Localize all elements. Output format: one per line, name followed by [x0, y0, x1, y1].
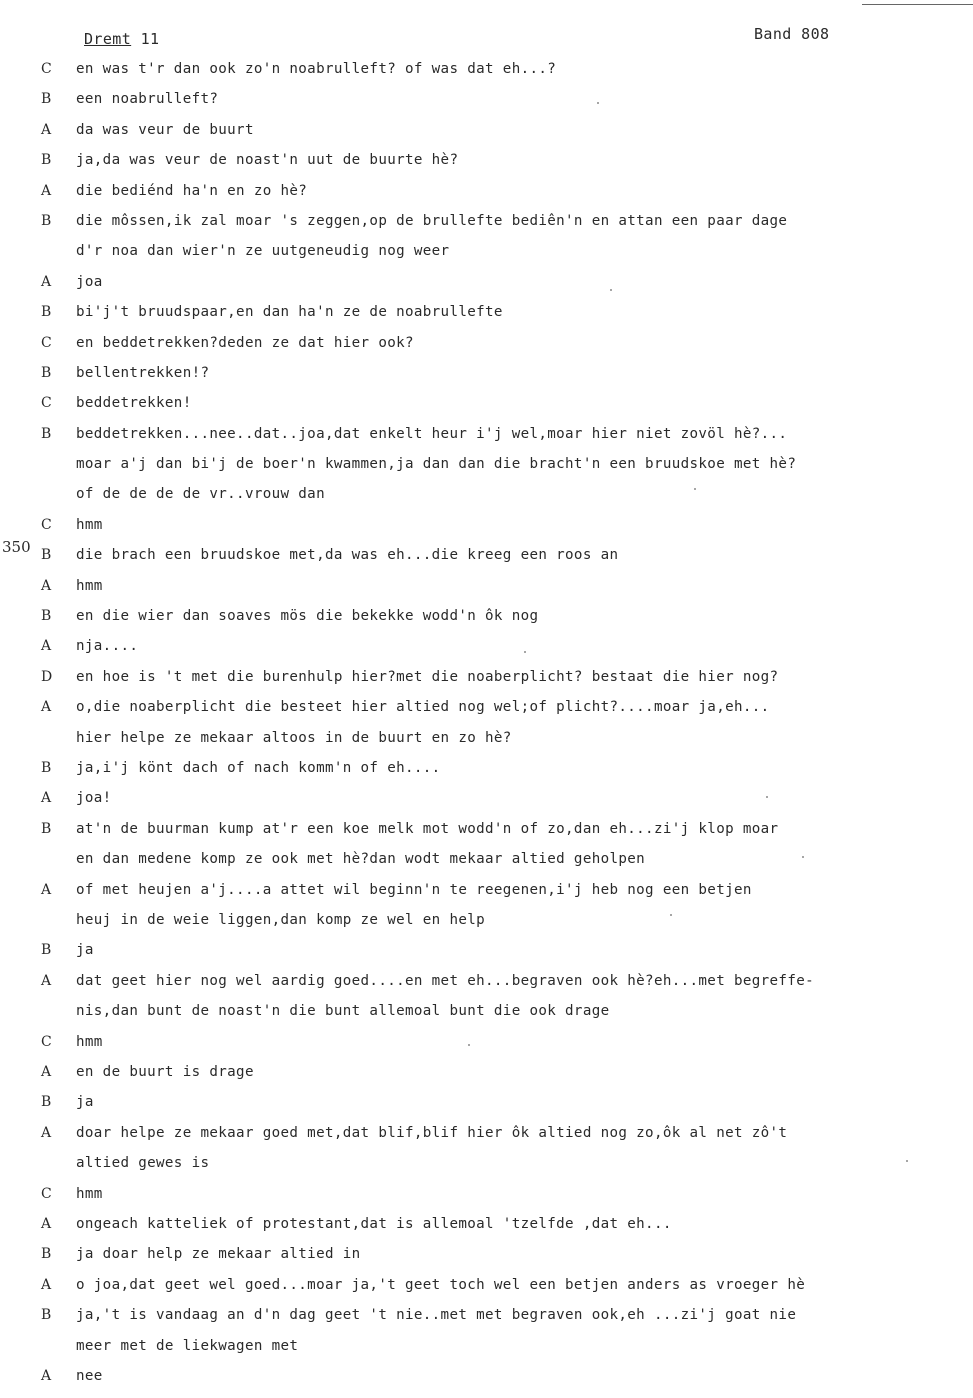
speaker-label: D [41, 668, 53, 685]
utterance-line: ja doar help ze mekaar altied in [76, 1246, 361, 1263]
speaker-label: B [41, 760, 52, 777]
utterance [76, 1064, 254, 1094]
utterance [76, 152, 458, 182]
transcript-turn [0, 879, 973, 940]
utterance [76, 699, 770, 760]
transcript-turn [0, 1031, 973, 1061]
speaker-label: B [41, 304, 52, 321]
speaker-label: A [41, 699, 52, 716]
utterance-line: hmm [76, 1185, 103, 1202]
utterance [76, 608, 538, 638]
transcript-turn [0, 362, 973, 392]
transcript-turn [0, 301, 973, 331]
transcript-turn [0, 514, 973, 544]
speaker-label: A [41, 121, 52, 138]
scan-speck [802, 856, 804, 858]
utterance-line: beddetrekken! [76, 395, 192, 412]
utterance-line: of de de de de vr..vrouw dan [76, 486, 325, 503]
utterance-line: en die wier dan soaves mös die bekekke wodd'n ôk nog [76, 608, 539, 625]
utterance-line: ja,i'j könt dach of nach komm'n of eh.... [76, 760, 441, 777]
speaker-label: A [41, 881, 52, 898]
transcript-turn [0, 1213, 973, 1243]
utterance-line: en was t'r dan ook zo'n noabrulleft? of was dat eh...? [76, 61, 557, 77]
utterance [76, 1094, 94, 1124]
transcript-turn [0, 119, 973, 149]
utterance-line: een noabrulleft? [76, 91, 219, 108]
speaker-label: A [41, 1215, 52, 1232]
utterance-line: nee [76, 1367, 103, 1384]
page-header-left [84, 30, 159, 48]
speaker-label: B [41, 425, 52, 442]
utterance-line: hier helpe ze mekaar altoos in de buurt en zo hè? [76, 729, 512, 746]
speaker-label: B [41, 1307, 52, 1324]
utterance [76, 760, 441, 790]
transcript-turn [0, 575, 973, 605]
transcript-turn [0, 332, 973, 362]
utterance-line: ja,da was veur de noast'n uut de buurte hè? [76, 152, 459, 169]
utterance [76, 304, 503, 334]
utterance [76, 882, 752, 943]
utterance-line: joa [76, 273, 103, 290]
utterance [76, 395, 192, 425]
speaker-label: B [41, 1246, 52, 1263]
utterance [76, 274, 103, 304]
utterance [76, 578, 103, 608]
transcript-turn [0, 635, 973, 665]
speaker-label: B [41, 91, 52, 108]
utterance [76, 91, 218, 121]
utterance [76, 638, 138, 668]
utterance [76, 942, 94, 972]
utterance-line: dat geet hier nog wel aardig goed....en met eh...begraven ook hè?eh...met begreffe- [76, 972, 815, 989]
speaker-label: A [41, 1063, 52, 1080]
utterance [76, 1034, 103, 1064]
transcript-turn [0, 1304, 973, 1365]
transcript-turn [0, 605, 973, 635]
speaker-label: B [41, 942, 52, 959]
scan-speck [524, 651, 526, 653]
speaker-label: A [41, 273, 52, 290]
scan-speck [468, 1044, 470, 1046]
utterance [76, 973, 814, 1034]
page-number: 11 [140, 30, 160, 48]
utterance-line: en hoe is 't met die burenhulp hier?met die noaberplicht? bestaat die hier nog? [76, 668, 779, 685]
utterance [76, 1277, 805, 1307]
band-label: Band 808 [754, 25, 830, 43]
utterance [76, 1246, 361, 1276]
utterance-line: meer met de liekwagen met [76, 1337, 299, 1354]
utterance-line: d'r noa dan wier'n ze uutgeneudig nog weer [76, 243, 450, 260]
utterance [76, 1307, 796, 1368]
utterance-line: en beddetrekken?deden ze dat hier ook? [76, 334, 414, 351]
transcript-turn [0, 666, 973, 696]
utterance [76, 213, 787, 274]
utterance [76, 790, 112, 820]
utterance-line: hmm [76, 577, 103, 594]
utterance-line: moar a'j dan bi'j de boer'n kwammen,ja dan dan die bracht'n een bruudskoe met hè? [76, 456, 797, 473]
utterance [76, 1186, 103, 1216]
speaker-label: A [41, 972, 52, 989]
speaker-label: A [41, 182, 52, 199]
utterance-line: at'n de buurman kump at'r een koe melk mot wodd'n of zo,dan eh...zi'j klop moar [76, 820, 779, 837]
scan-speck [766, 796, 768, 798]
scan-speck [694, 488, 696, 490]
utterance-line: joa! [76, 790, 112, 807]
transcript-turn [0, 1183, 973, 1213]
speaker-label: C [41, 395, 52, 412]
transcript-turn [0, 970, 973, 1031]
utterance [76, 821, 778, 882]
speaker-label: B [41, 608, 52, 625]
utterance-line: ja [76, 942, 94, 959]
utterance-line: nis,dan bunt de noast'n die bunt allemoal bunt die ook drage [76, 1003, 610, 1020]
utterance-line: die bediénd ha'n en zo hè? [76, 182, 308, 199]
scan-speck [610, 289, 612, 291]
speaker-label: B [41, 152, 52, 169]
transcript-turn [0, 939, 973, 969]
utterance-line: bellentrekken!? [76, 364, 210, 381]
utterance-line: ongeach katteliek of protestant,dat is allemoal 'tzelfde ,dat eh... [76, 1215, 672, 1232]
utterance [76, 335, 414, 365]
utterance-line: heuj in de weie liggen,dan komp ze wel en help [76, 912, 486, 928]
speaker-label: B [41, 212, 52, 229]
utterance [76, 365, 209, 395]
utterance [76, 1125, 787, 1186]
utterance [76, 547, 618, 577]
speaker-label: B [41, 364, 52, 381]
transcript-turn [0, 1274, 973, 1304]
speaker-label: B [41, 547, 52, 564]
transcript-turn [0, 787, 973, 817]
transcript [0, 58, 973, 1395]
place-name: Dremt [84, 30, 132, 48]
transcript-turn [0, 696, 973, 757]
speaker-label: A [41, 1276, 52, 1293]
utterance-line: altied gewes is [76, 1155, 210, 1172]
transcript-turn [0, 271, 973, 301]
speaker-label: A [41, 638, 52, 655]
utterance [76, 183, 307, 213]
speaker-label: C [41, 1033, 52, 1050]
utterance-line: die môssen,ik zal moar 's zeggen,op de brullefte bediên'n en attan een paar dage [76, 212, 788, 229]
utterance-line: of met heujen a'j....a attet wil beginn'n te reegenen,i'j heb nog een betjen [76, 881, 752, 898]
transcript-turn [0, 1061, 973, 1091]
utterance-line: o joa,dat geet wel goed...moar ja,'t geet toch wel een betjen anders as vroeger hè [76, 1276, 806, 1293]
speaker-label: A [41, 1124, 52, 1141]
utterance-line: da was veur de buurt [76, 121, 254, 138]
utterance-line: doar helpe ze mekaar goed met,dat blif,blif hier ôk altied nog zo,ôk al net zô't [76, 1124, 788, 1141]
scan-speck [597, 102, 599, 104]
transcript-turn [0, 1243, 973, 1273]
transcript-turn [0, 423, 973, 514]
speaker-label: C [41, 61, 52, 77]
transcript-turn [0, 392, 973, 422]
utterance-line: die brach een bruudskoe met,da was eh...die kreeg een roos an [76, 547, 619, 564]
transcript-turn [0, 1091, 973, 1121]
speaker-label: A [41, 577, 52, 594]
transcript-turn [0, 544, 973, 574]
utterance [76, 1368, 103, 1398]
speaker-label: C [41, 334, 52, 351]
scan-speck [906, 1160, 908, 1162]
utterance-line: ja [76, 1094, 94, 1111]
transcript-turn [0, 1122, 973, 1183]
utterance [76, 669, 778, 699]
utterance-line: bi'j't bruudspaar,en dan ha'n ze de noabrullefte [76, 304, 503, 321]
transcript-turn [0, 757, 973, 787]
speaker-label: C [41, 1185, 52, 1202]
speaker-label: A [41, 790, 52, 807]
transcript-turn [0, 149, 973, 179]
transcript-turn [0, 88, 973, 118]
utterance [76, 517, 103, 547]
utterance-line: en dan medene komp ze ook met hè?dan wodt mekaar altied geholpen [76, 851, 646, 868]
utterance [76, 61, 556, 91]
utterance-line: beddetrekken...nee..dat..joa,dat enkelt heur i'j wel,moar hier niet zovöl hè?... [76, 425, 788, 442]
utterance-line: hmm [76, 1033, 103, 1050]
top-rule [862, 4, 973, 5]
transcript-turn [0, 818, 973, 879]
transcript-turn [0, 58, 973, 88]
utterance-line: hmm [76, 516, 103, 533]
utterance-line: o,die noaberplicht die besteet hier altied nog wel;of plicht?....moar ja,eh... [76, 699, 770, 716]
utterance [76, 122, 254, 152]
utterance [76, 1216, 672, 1246]
scan-speck [670, 914, 672, 916]
margin-counter: 350 [2, 538, 31, 556]
speaker-label: A [41, 1367, 52, 1384]
utterance-line: en de buurt is drage [76, 1063, 254, 1080]
speaker-label: B [41, 1094, 52, 1111]
utterance-line: nja.... [76, 638, 139, 655]
transcript-turn [0, 180, 973, 210]
speaker-label: C [41, 516, 52, 533]
transcript-turn [0, 210, 973, 271]
utterance-line: ja,'t is vandaag an d'n dag geet 't nie..met met begraven ook,eh ...zi'j goat nie [76, 1307, 797, 1324]
utterance [76, 426, 796, 517]
speaker-label: B [41, 820, 52, 837]
